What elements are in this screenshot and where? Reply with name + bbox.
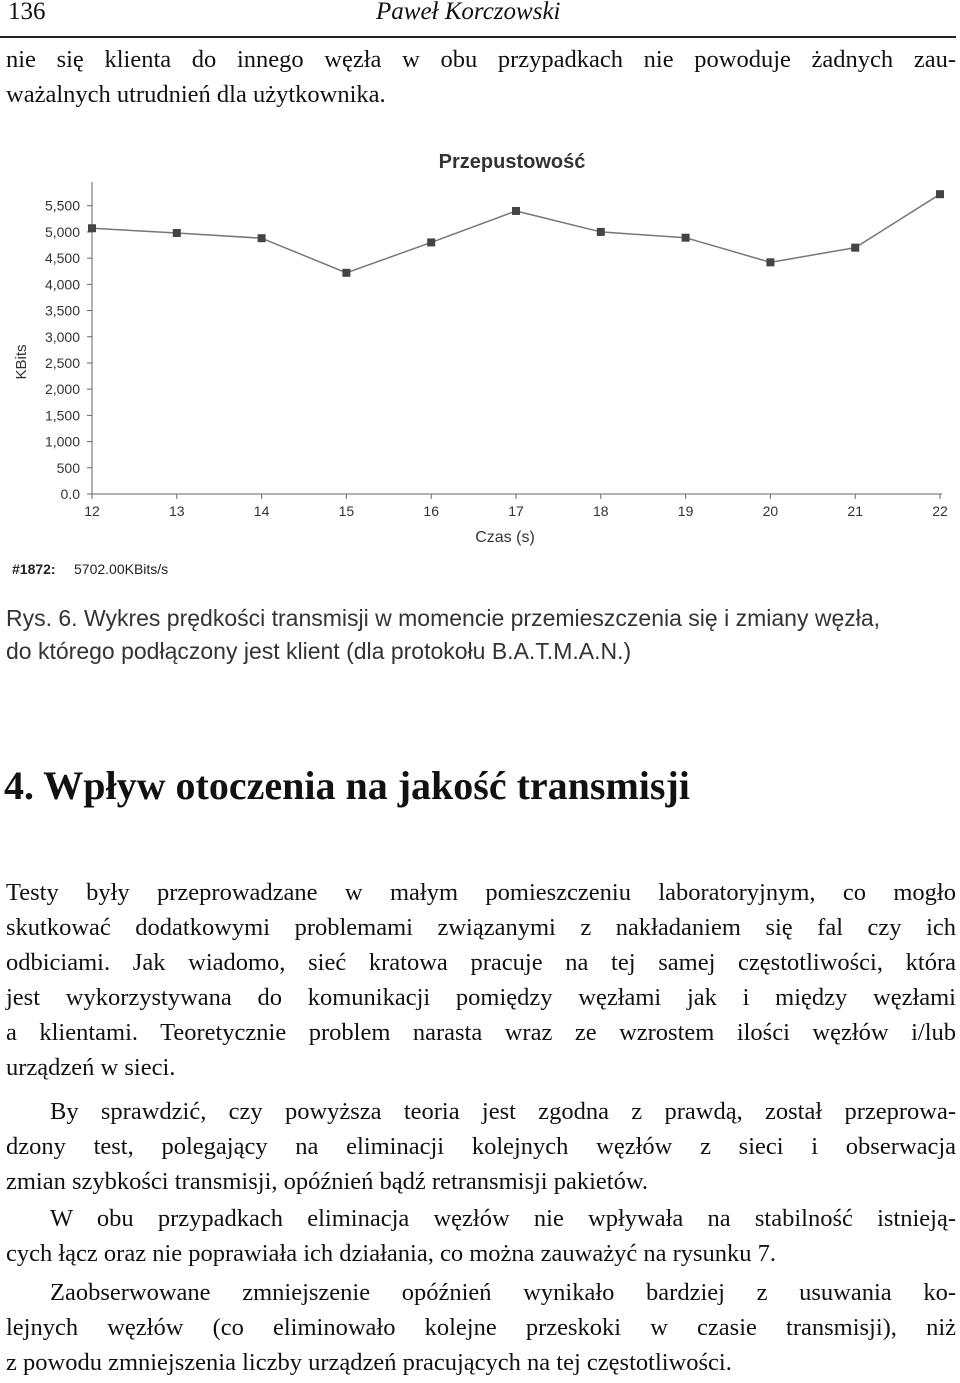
text-line: dzony test, polegający na eliminacji kolejnych węzłów z sieci i obserwacja [6,1133,956,1160]
page-header [4,0,956,34]
y-tick-label: 2,500 [44,354,80,371]
text-line: jest wykorzystywana do komunikacji pomiędzy węzłami jak i między węzłami [6,984,956,1011]
x-tick-label: 14 [253,503,270,519]
x-tick-label: 13 [169,503,185,519]
text-line: a klientami. Teoretycznie problem narasta wraz ze wzrostem ilości węzłów i/lub [6,1019,956,1046]
text-line: By sprawdzić, czy powyższa teoria jest zgodna z prawdą, został przeprowa- [50,1098,956,1125]
y-tick-label: 4,500 [44,250,80,267]
data-point [851,244,859,252]
data-point [342,269,350,277]
y-tick-label: 500 [56,459,80,476]
chart-status [12,561,168,577]
chart-xlabel: Czas (s) [475,529,535,546]
text-line: odbiciami. Jak wiadomo, sieć kratowa pracuje na tej samej częstotliwości, która [6,949,956,976]
x-tick-label: 16 [423,503,439,519]
series-line [92,194,940,273]
text-line: lejnych węzłów (co eliminowało kolejne przeskoki w czasie transmisji), niż [6,1314,956,1341]
data-point [258,234,266,242]
throughput-chart [0,140,960,585]
running-head: Paweł Korczowski [376,0,561,25]
data-point [766,258,774,266]
y-tick-label: 1,500 [44,407,80,424]
text-line: urządzeń w sieci. [6,1054,176,1081]
x-tick-label: 17 [508,503,524,519]
y-tick-label: 1,000 [44,433,80,450]
y-tick-label: 3,500 [44,302,80,319]
text-line: nie się klienta do innego węzła w obu przypadkach nie powoduje żadnych zau- [6,46,956,73]
data-point [512,207,520,215]
paragraph-1 [6,875,956,1085]
text-line: ważalnych utrudnień dla użytkownika. [6,81,386,108]
status-value: 5702.00KBits/s [74,561,169,577]
x-tick-label: 21 [847,503,863,519]
y-tick-label: 0.0 [60,486,80,502]
text-line: skutkować dodatkowymi problemami związanymi z nakładaniem się fal czy ich [6,914,956,941]
header-rule [0,36,956,38]
data-point [88,224,96,232]
data-point [682,234,690,242]
text-line: z powodu zmniejszenia liczby urządzeń pracujących na tej częstotliwości. [6,1349,732,1376]
paragraph-4 [6,1275,956,1380]
x-tick-label: 22 [932,503,948,519]
paragraph-3 [6,1201,956,1271]
y-tick-label: 3,000 [44,328,80,345]
text-line: cych łącz oraz nie poprawiała ich działania, co można zauważyć na rysunku 7. [6,1240,777,1267]
y-tick-label: 5,000 [44,223,80,240]
x-tick-label: 12 [84,503,100,519]
x-tick-label: 20 [762,503,779,519]
data-point [936,190,944,198]
caption-line: do którego podłączony jest klient (dla protokołu B.A.T.M.A.N.) [6,638,632,664]
figure-caption [6,602,956,668]
y-tick-label: 2,000 [44,381,80,398]
x-tick-label: 15 [338,503,355,519]
plot-area [45,182,948,519]
y-tick-label: 4,000 [44,276,80,293]
chart-ylabel: KBits [13,344,30,380]
paragraph-2 [6,1094,956,1199]
intro-paragraph [6,42,956,112]
text-line: zmian szybkości transmisji, opóźnień bądź retransmisji pakietów. [6,1168,649,1195]
data-point [597,228,605,236]
x-tick-label: 18 [593,503,609,519]
section-heading: 4. Wpływ otoczenia na jakość transmisji [4,763,690,808]
data-point [173,229,181,237]
status-label: #1872: [12,561,56,577]
chart-title: Przepustowość [438,151,586,173]
caption-line: Rys. 6. Wykres prędkości transmisji w momencie przemieszczenia się i zmiany węzła, [6,605,881,631]
y-tick-label: 5,500 [44,197,80,214]
x-tick-label: 19 [677,503,694,519]
text-line: Testy były przeprowadzane w małym pomieszczeniu laboratoryjnym, co mogło [6,879,956,906]
data-point [427,238,435,246]
text-line: Zaobserwowane zmniejszenie opóźnień wynikało bardziej z usuwania ko- [50,1279,956,1306]
text-line: W obu przypadkach eliminacja węzłów nie wpływała na stabilność istnieją- [50,1205,956,1232]
page-number: 136 [8,0,46,25]
